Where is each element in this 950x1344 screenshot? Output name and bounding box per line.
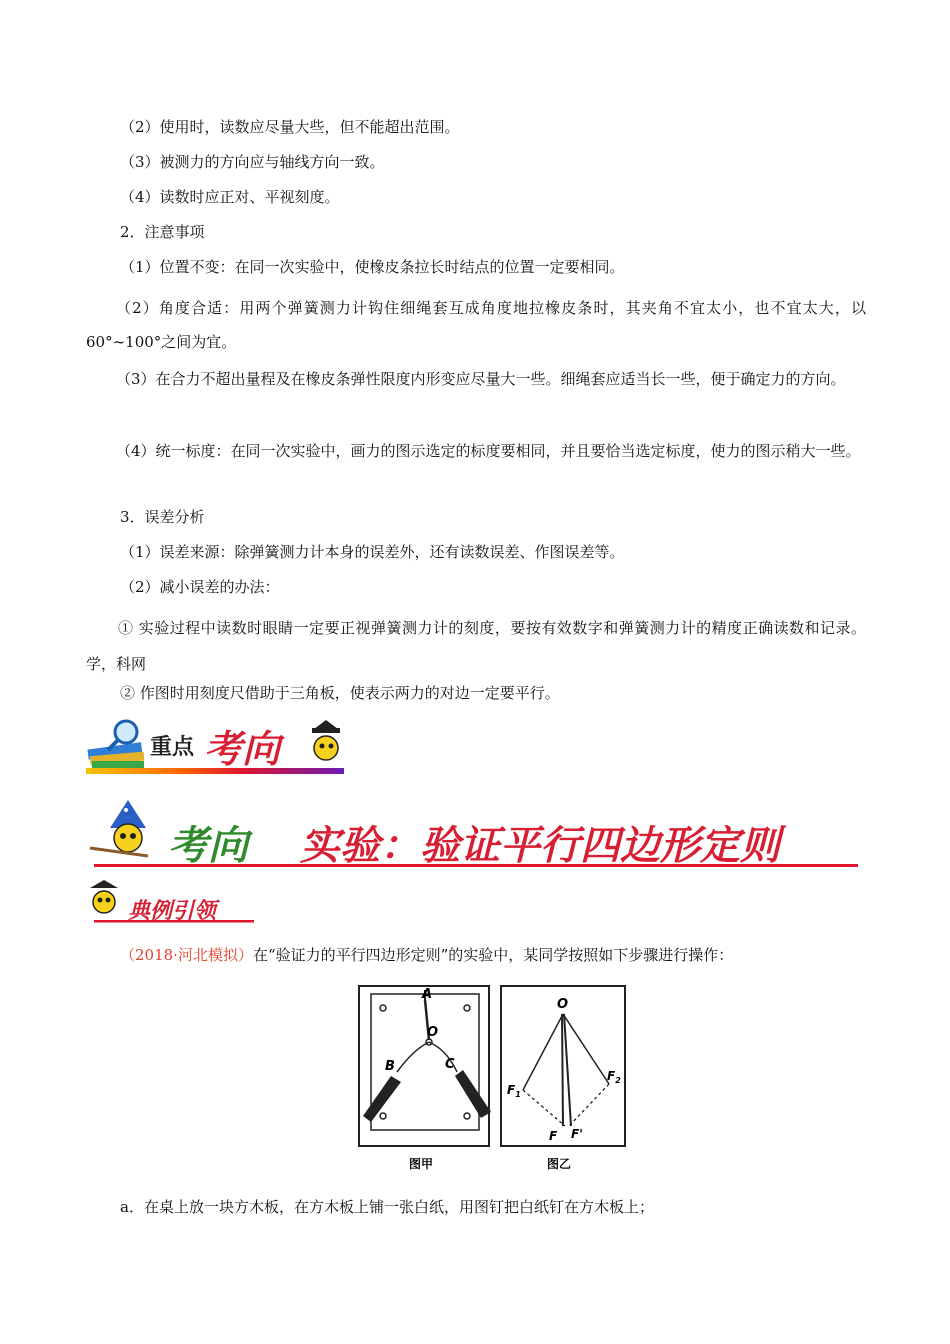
topic-title: 实验：验证平行四边形定则 (300, 823, 780, 869)
label-C: C (445, 1057, 455, 1072)
example-banner (86, 876, 266, 928)
label-O-left: O (427, 1025, 439, 1040)
step-a: a．在桌上放一块方木板，在方木板上铺一张白纸，用图钉把白纸钉在方木板上； (120, 1198, 654, 1216)
topic-prefix: 考向 (168, 823, 248, 869)
experiment-figure (357, 984, 627, 1176)
paragraph-position: （1）位置不变：在同一次实验中，使橡皮条拉长时结点的位置一定要相同。 (120, 258, 625, 276)
paragraph-force-direction: （3）被测力的方向应与轴线方向一致。 (120, 153, 385, 171)
label-A: A (422, 987, 433, 1002)
key-points-banner (86, 712, 348, 776)
key-points-label: 重点 (150, 735, 195, 760)
paragraph-read-scale: （4）读数时应正对、平视刻度。 (120, 188, 340, 206)
key-directions-label: 考向 (204, 727, 281, 771)
label-F1: $F_1$ (507, 1083, 521, 1099)
paragraph-angle: （2）角度合适：用两个弹簧测力计钩住细绳套互成角度地拉橡皮条时，其夹角不宜太小，也不宜太大，以60°~100°之间为宜。 (86, 299, 866, 351)
paragraph-scale: （4）统一标度：在同一次实验中，画力的图示选定的标度要相同，并且要恰当选定标度，使力的图示稍大一些。 (116, 442, 861, 460)
label-B: B (385, 1059, 395, 1074)
example-intro (120, 944, 866, 966)
label-F2: $F_2$ (607, 1069, 621, 1085)
paragraph-reduce-error: （2）减小误差的办法： (120, 578, 280, 596)
example-source: （2018·河北模拟） (120, 946, 253, 964)
label-O-right: O (557, 997, 569, 1012)
paragraph-method-2: ② 作图时用刻度尺借助于三角板，使表示两力的对边一定要平行。 (120, 684, 560, 702)
example-text: 在“验证力的平行四边形定则”的实验中，某同学按照如下步骤进行操作： (252, 946, 734, 964)
figure-diagram (357, 984, 627, 1176)
heading-error-analysis: 3．误差分析 (120, 508, 205, 526)
heading-precautions: 2．注意事项 (120, 223, 205, 241)
label-F: F (549, 1129, 558, 1143)
paragraph-reading-range: （2）使用时，读数应尽量大些，但不能超出范围。 (120, 118, 460, 136)
example-label: 典例引领 (128, 899, 217, 924)
paragraph-method-1: ① 实验过程中读数时眼睛一定要正视弹簧测力计的刻度，要按有效数字和弹簧测力计的精度正确读数和记录。学，科网 (86, 619, 866, 673)
caption-left: 图甲 (409, 1157, 434, 1171)
paragraph-error-source: （1）误差来源：除弹簧测力计本身的误差外，还有读数误差、作图误差等。 (120, 543, 625, 561)
topic-banner (86, 798, 866, 870)
paragraph-magnitude: （3）在合力不超出量程及在橡皮条弹性限度内形变应尽量大一些。细绳套应适当长一些，便于确定力的方向。 (116, 370, 846, 388)
caption-right: 图乙 (547, 1157, 572, 1171)
label-F-prime: F' (571, 1127, 583, 1141)
